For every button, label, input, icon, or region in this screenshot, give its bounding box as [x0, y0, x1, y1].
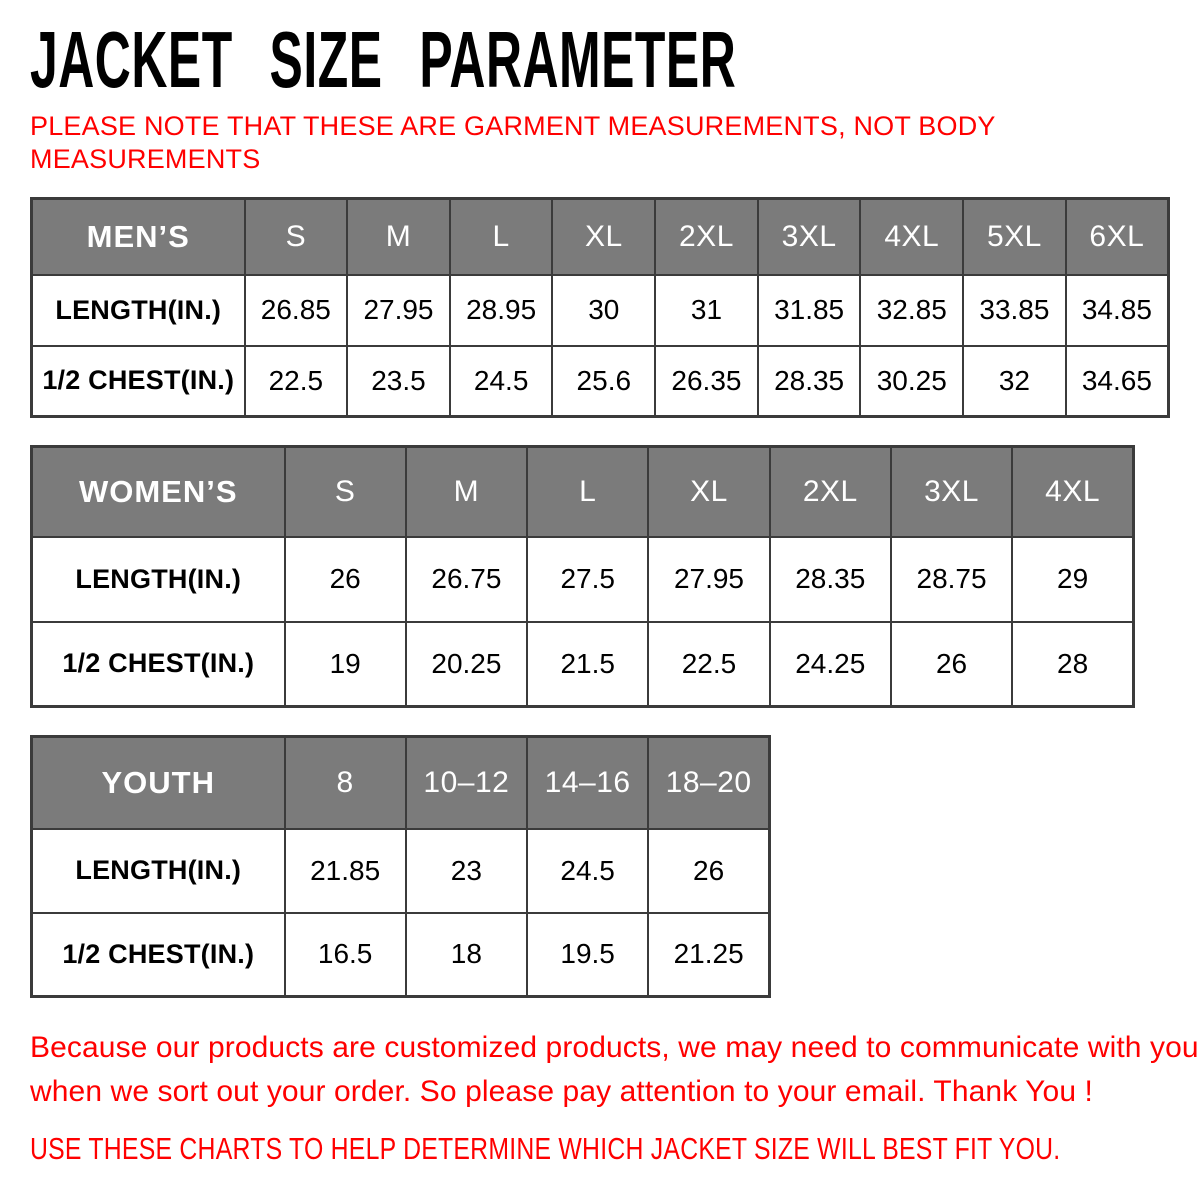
- row-label: LENGTH(IN.): [32, 537, 285, 622]
- value-cell: 28.95: [450, 275, 553, 346]
- size-header: XL: [552, 199, 655, 275]
- customization-notice: [30, 1026, 1199, 1114]
- value-cell: 25.6: [552, 346, 655, 417]
- womens-length-row: [32, 537, 1134, 622]
- womens-header-row: [32, 447, 1134, 537]
- value-cell: 18: [406, 913, 527, 997]
- mens-length-row: [32, 275, 1169, 346]
- value-cell: 23: [406, 829, 527, 913]
- value-cell: 24.5: [527, 829, 648, 913]
- value-cell: 21.85: [285, 829, 406, 913]
- size-header: L: [450, 199, 553, 275]
- value-cell: 26.85: [245, 275, 348, 346]
- mens-size-table: [30, 197, 1170, 418]
- mens-header-row: [32, 199, 1169, 275]
- value-cell: 26: [285, 537, 406, 622]
- page-title: [30, 15, 935, 105]
- note-line-1: PLEASE NOTE THAT THESE ARE GARMENT MEASUREMENTS, NOT BODY: [30, 111, 996, 141]
- note-line-2: MEASUREMENTS: [30, 144, 261, 174]
- row-label: LENGTH(IN.): [32, 829, 285, 913]
- value-cell: 34.85: [1066, 275, 1169, 346]
- chart-usage-tagline: [30, 1130, 1200, 1167]
- value-cell: 26: [648, 829, 769, 913]
- row-label: LENGTH(IN.): [32, 275, 245, 346]
- value-cell: 27.5: [527, 537, 648, 622]
- value-cell: 22.5: [245, 346, 348, 417]
- size-header: 4XL: [860, 199, 963, 275]
- value-cell: 28: [1012, 622, 1133, 707]
- size-header: XL: [648, 447, 769, 537]
- garment-measurement-note: [30, 110, 996, 176]
- value-cell: 32: [963, 346, 1066, 417]
- value-cell: 24.25: [770, 622, 891, 707]
- womens-table-title: WOMEN’S: [32, 447, 285, 537]
- row-label: 1/2 CHEST(IN.): [32, 622, 285, 707]
- value-cell: 33.85: [963, 275, 1066, 346]
- value-cell: 16.5: [285, 913, 406, 997]
- value-cell: 28.75: [891, 537, 1012, 622]
- size-header: S: [245, 199, 348, 275]
- value-cell: 32.85: [860, 275, 963, 346]
- notice-line-2: when we sort out your order. So please pay attention to your email. Thank You !: [30, 1075, 1093, 1108]
- womens-chest-row: [32, 622, 1134, 707]
- size-header: 10–12: [406, 737, 527, 829]
- row-label: 1/2 CHEST(IN.): [32, 346, 245, 417]
- value-cell: 19.5: [527, 913, 648, 997]
- size-header: 2XL: [655, 199, 758, 275]
- size-header: 5XL: [963, 199, 1066, 275]
- value-cell: 26: [891, 622, 1012, 707]
- mens-chest-row: [32, 346, 1169, 417]
- value-cell: 23.5: [347, 346, 450, 417]
- value-cell: 26.75: [406, 537, 527, 622]
- size-header: M: [347, 199, 450, 275]
- size-header: 6XL: [1066, 199, 1169, 275]
- size-header: L: [527, 447, 648, 537]
- value-cell: 21.5: [527, 622, 648, 707]
- youth-length-row: [32, 829, 770, 913]
- page-title-text: JACKET SIZE PARAMETER: [30, 15, 737, 105]
- youth-size-table: [30, 735, 771, 998]
- size-header: 18–20: [648, 737, 769, 829]
- size-header: 3XL: [758, 199, 861, 275]
- value-cell: 24.5: [450, 346, 553, 417]
- value-cell: 22.5: [648, 622, 769, 707]
- value-cell: 29: [1012, 537, 1133, 622]
- value-cell: 20.25: [406, 622, 527, 707]
- value-cell: 27.95: [648, 537, 769, 622]
- value-cell: 26.35: [655, 346, 758, 417]
- size-header: 3XL: [891, 447, 1012, 537]
- value-cell: 30: [552, 275, 655, 346]
- mens-table-title: MEN’S: [32, 199, 245, 275]
- size-header: 14–16: [527, 737, 648, 829]
- size-header: 2XL: [770, 447, 891, 537]
- value-cell: 31: [655, 275, 758, 346]
- value-cell: 34.65: [1066, 346, 1169, 417]
- size-header: S: [285, 447, 406, 537]
- womens-size-table: [30, 445, 1135, 708]
- value-cell: 28.35: [758, 346, 861, 417]
- size-header: M: [406, 447, 527, 537]
- value-cell: 27.95: [347, 275, 450, 346]
- size-header: 4XL: [1012, 447, 1133, 537]
- youth-header-row: [32, 737, 770, 829]
- value-cell: 21.25: [648, 913, 769, 997]
- value-cell: 31.85: [758, 275, 861, 346]
- value-cell: 28.35: [770, 537, 891, 622]
- row-label: 1/2 CHEST(IN.): [32, 913, 285, 997]
- youth-table-title: YOUTH: [32, 737, 285, 829]
- size-header: 8: [285, 737, 406, 829]
- value-cell: 19: [285, 622, 406, 707]
- tagline-text: USE THESE CHARTS TO HELP DETERMINE WHICH JACKET SIZE WILL BEST FIT YOU.: [30, 1131, 1061, 1166]
- notice-line-1: Because our products are customized products, we may need to communicate with you: [30, 1031, 1199, 1064]
- youth-chest-row: [32, 913, 770, 997]
- value-cell: 30.25: [860, 346, 963, 417]
